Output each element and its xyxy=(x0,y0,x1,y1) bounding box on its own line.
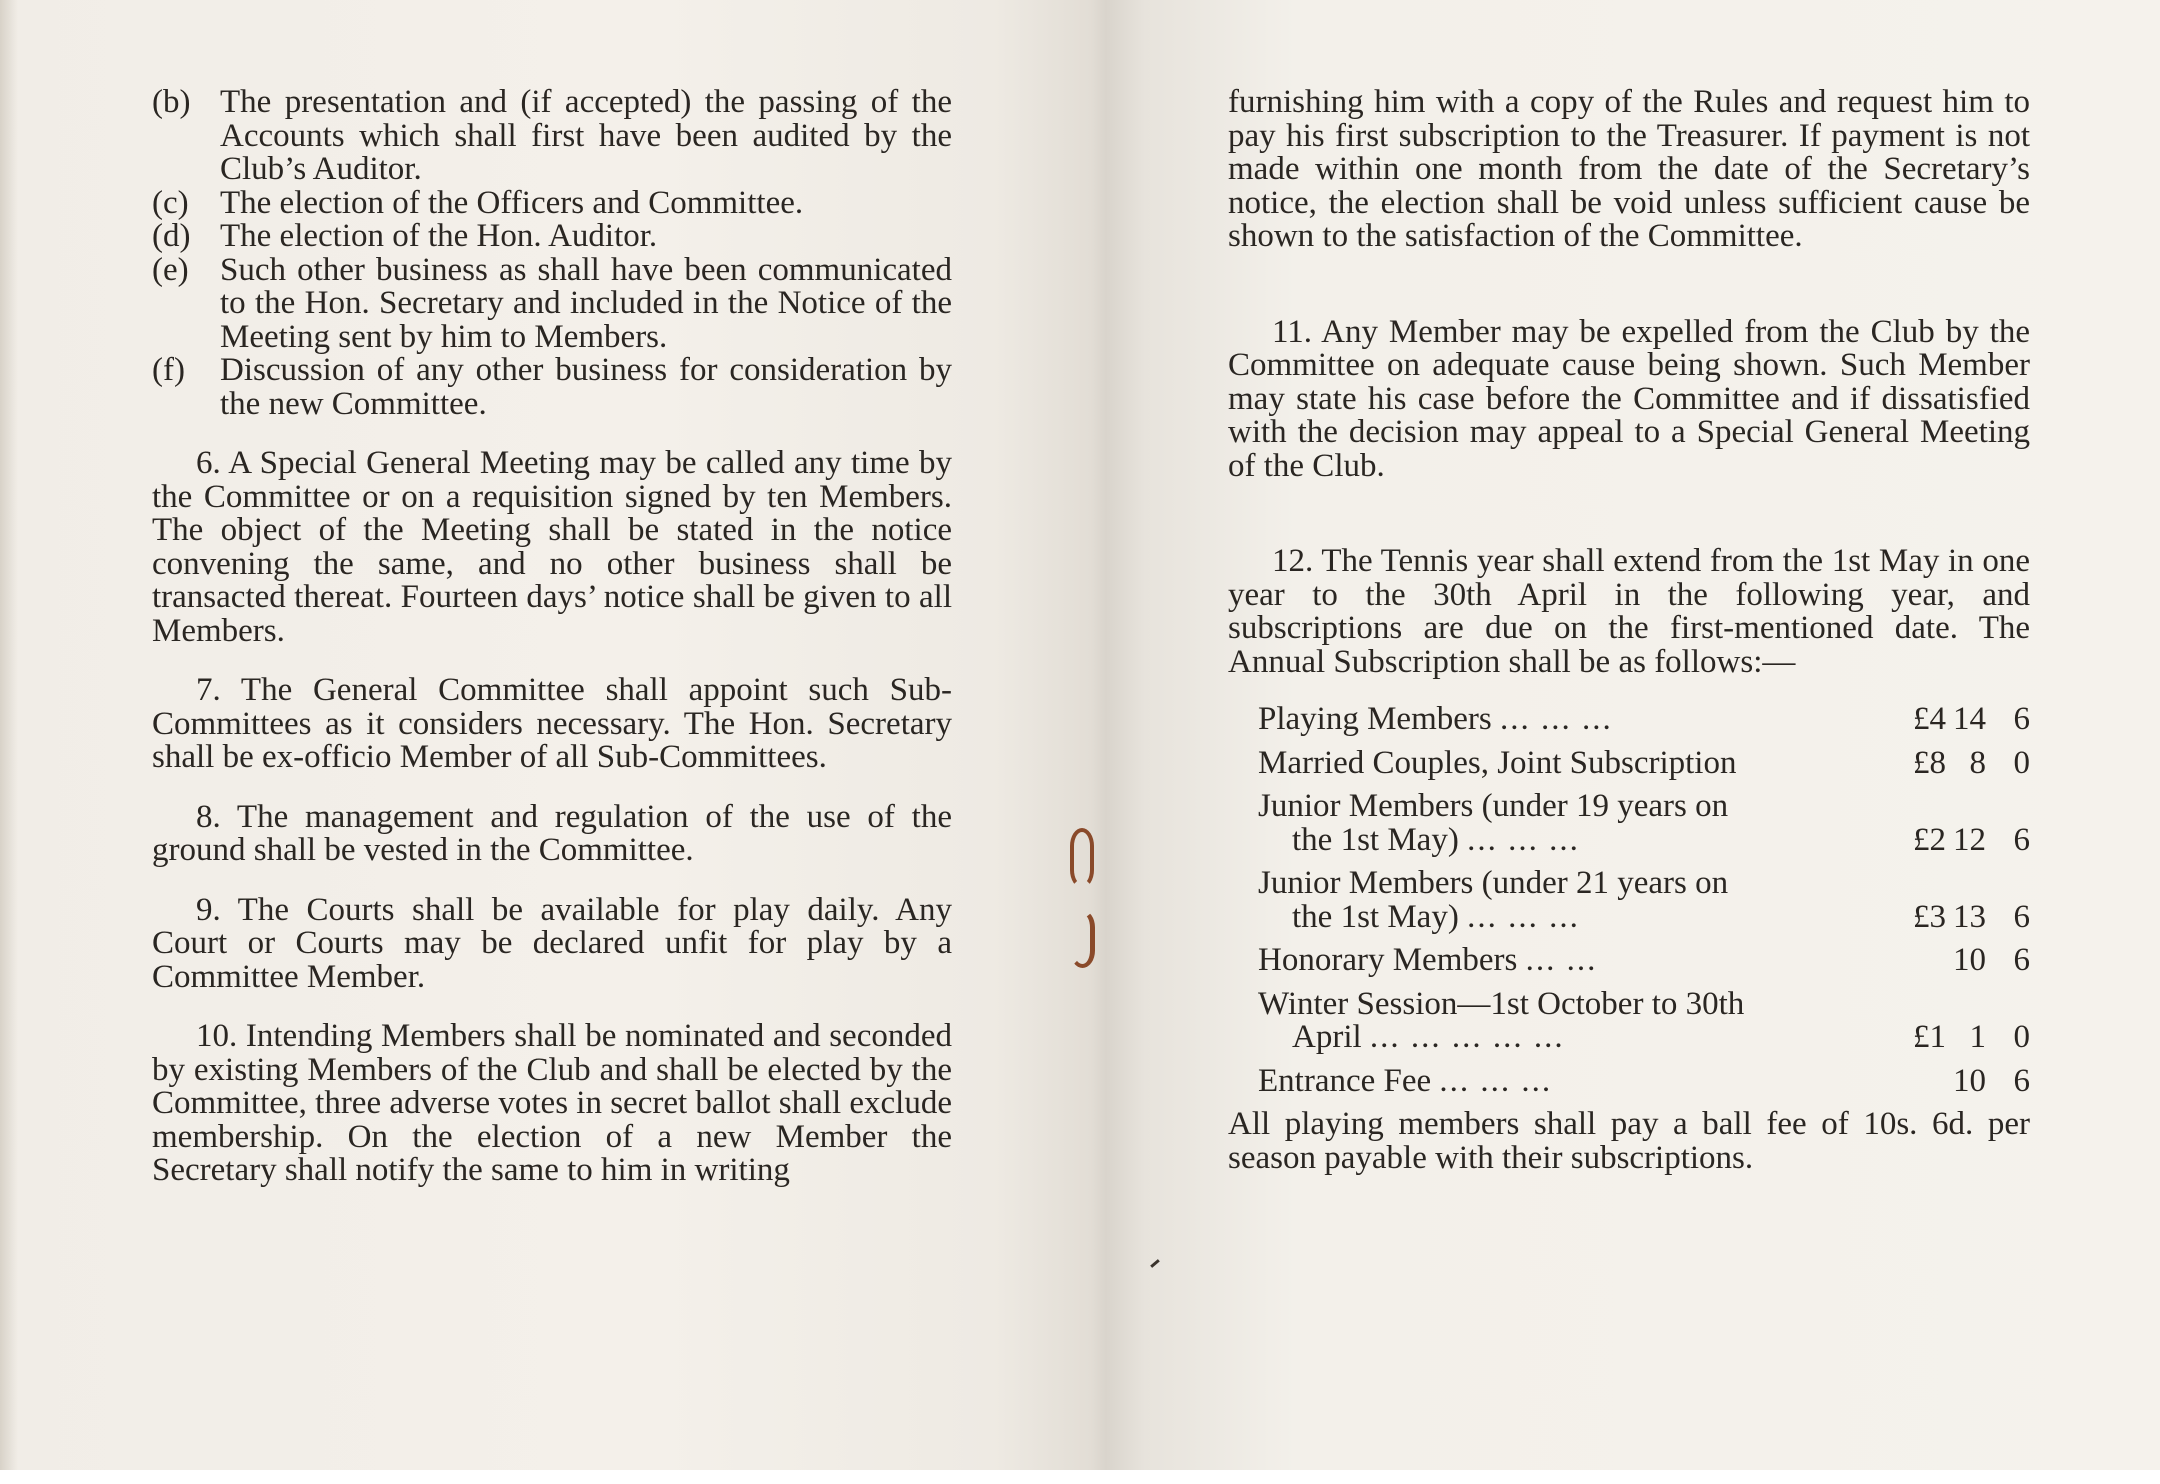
left-page xyxy=(152,86,952,1188)
staple-bottom xyxy=(1070,910,1095,968)
fee-shillings: 10 xyxy=(1953,942,1986,978)
fee-description xyxy=(1258,867,1884,934)
item-text: The presentation and (if accepted) the passing of the Accounts which shall first have been audited by the Club’s Auditor. xyxy=(220,84,952,187)
list-item-f xyxy=(152,354,952,421)
fee-line1: Junior Members (under 21 years on xyxy=(1258,865,1729,901)
subscription-table xyxy=(1228,703,2030,1098)
fee-line1: Junior Members (under 19 years on xyxy=(1258,788,1729,824)
fee-shillings: 12 xyxy=(1953,821,1986,858)
fee-description xyxy=(1258,703,1884,737)
item-label: (b) xyxy=(152,84,191,120)
fee-line2: the 1st May) xyxy=(1292,898,1459,935)
fee-line1: Honorary Members xyxy=(1258,942,1518,978)
fee-pounds: £2 xyxy=(1913,821,1946,858)
fee-description xyxy=(1258,744,1884,781)
list-item-d xyxy=(152,220,952,254)
leader-dots: ... ... ... xyxy=(1499,701,1613,737)
fee-pounds: £3 xyxy=(1913,898,1946,935)
ink-mark xyxy=(1150,1259,1160,1268)
rule-7-paragraph: 7. The General Committee shall appoint such Sub-Committees as it considers necessary. The Hon. Secretary shall be ex-officio Member of all Sub-Committees. xyxy=(152,672,952,775)
fee-pounds: £4 xyxy=(1913,701,1946,737)
item-label: (c) xyxy=(152,184,189,221)
fee-line1: Playing Members xyxy=(1258,701,1492,737)
table-row xyxy=(1258,944,2030,978)
fee-pence: 0 xyxy=(2013,744,2030,781)
fee-shillings: 1 xyxy=(1969,1019,1986,1055)
item-text: Such other business as shall have been communicated to the Hon. Secretary and included in the Notice of the Meeting sent by him to Members. xyxy=(220,251,952,355)
fee-description xyxy=(1258,1062,1884,1099)
rule-8-paragraph: 8. The management and regulation of the use of the ground shall be vested in the Committee. xyxy=(152,798,952,868)
fee-shillings: 10 xyxy=(1953,1062,1986,1099)
list-item-c xyxy=(152,184,952,221)
rule-10-continuation: furnishing him with a copy of the Rules and request him to pay his first subscription to the Treasurer. If payment is not made within one month from the date of the Secretary’s notice, the election shall be void unless sufficient cause be shown to the satisfaction of the Committee. xyxy=(1228,84,2030,254)
rule-12-paragraph: 12. The Tennis year shall extend from the 1st May in one year to the 30th April in the following year, and subscriptions are due on the first-mentioned date. The Annual Subscription shall be as follows:— xyxy=(1228,543,2030,680)
fee-line1: Entrance Fee xyxy=(1258,1062,1432,1099)
rule-9-paragraph: 9. The Courts shall be available for play daily. Any Court or Courts may be declared unfit for play by a Committee Member. xyxy=(152,891,952,995)
item-label: (f) xyxy=(152,352,185,388)
rule-6-paragraph: 6. A Special General Meeting may be called any time by the Committee or on a requisition signed by ten Members. The object of the Meeting shall be stated in the notice convening the same, and no other business shall be transacted thereat. Fourteen days’ notice shall be given to all Members. xyxy=(152,445,952,649)
item-text: The election of the Hon. Auditor. xyxy=(220,218,658,254)
fee-line1: Married Couples, Joint Subscription xyxy=(1258,744,1737,781)
fee-line2: the 1st May) xyxy=(1292,821,1459,858)
table-row xyxy=(1258,744,2030,781)
ball-fee-note: All playing members shall pay a ball fee of 10s. 6d. per season payable with their subscriptions. xyxy=(1228,1106,2030,1176)
rule-11-paragraph: 11. Any Member may be expelled from the Club by the Committee on adequate cause being shown. Such Member may state his case before the Committee and if dissatisfied with the decision may appeal to a Special General Meeting of the Club. xyxy=(1228,313,2030,484)
table-row xyxy=(1258,703,2030,737)
fee-pence: 6 xyxy=(2013,821,2030,858)
fee-pence: 6 xyxy=(2013,701,2030,737)
leader-dots: ... ... ... xyxy=(1467,821,1580,858)
table-row xyxy=(1258,867,2030,934)
leader-dots: ... ... ... xyxy=(1439,1062,1553,1099)
fee-description xyxy=(1258,944,1884,978)
list-item-b xyxy=(152,86,952,187)
table-row xyxy=(1258,985,2030,1055)
staple-top xyxy=(1070,828,1094,888)
fee-description xyxy=(1258,985,1884,1055)
leader-dots: ... ... ... ... ... xyxy=(1369,1019,1565,1055)
fee-pence: 6 xyxy=(2013,942,2030,978)
fee-shillings: 13 xyxy=(1953,898,1986,935)
item-text: The election of the Officers and Committee. xyxy=(220,184,804,221)
page-edge-shadow xyxy=(0,0,18,1484)
right-page xyxy=(1228,86,2030,1175)
fee-description xyxy=(1258,790,1884,857)
item-label: (d) xyxy=(152,218,191,254)
fee-shillings: 14 xyxy=(1953,701,1986,737)
fee-shillings: 8 xyxy=(1969,744,1986,781)
fee-pence: 0 xyxy=(2013,1019,2030,1055)
leader-dots: ... ... xyxy=(1525,942,1598,978)
item-text: Discussion of any other business for consideration by the new Committee. xyxy=(220,352,952,422)
item-label: (e) xyxy=(152,251,189,288)
rule-10-paragraph: 10. Intending Members shall be nominated and seconded by existing Members of the Club and shall be elected by the Committee, three adverse votes in secret ballot shall exclude membership. On the election of a new Member the Secretary shall notify the same to him in writing xyxy=(152,1018,952,1188)
fee-pounds: £1 xyxy=(1913,1019,1946,1055)
fee-pence: 6 xyxy=(2013,898,2030,935)
table-row xyxy=(1258,790,2030,857)
page-bottom-edge xyxy=(0,1470,2160,1484)
fee-line1: Winter Session—1st October to 30th xyxy=(1258,985,1745,1022)
fee-pence: 6 xyxy=(2013,1062,2030,1099)
table-row xyxy=(1258,1062,2030,1099)
leader-dots: ... ... ... xyxy=(1467,898,1580,935)
fee-line2: April xyxy=(1292,1019,1362,1055)
list-item-e xyxy=(152,251,952,355)
fee-pounds: £8 xyxy=(1913,744,1946,781)
